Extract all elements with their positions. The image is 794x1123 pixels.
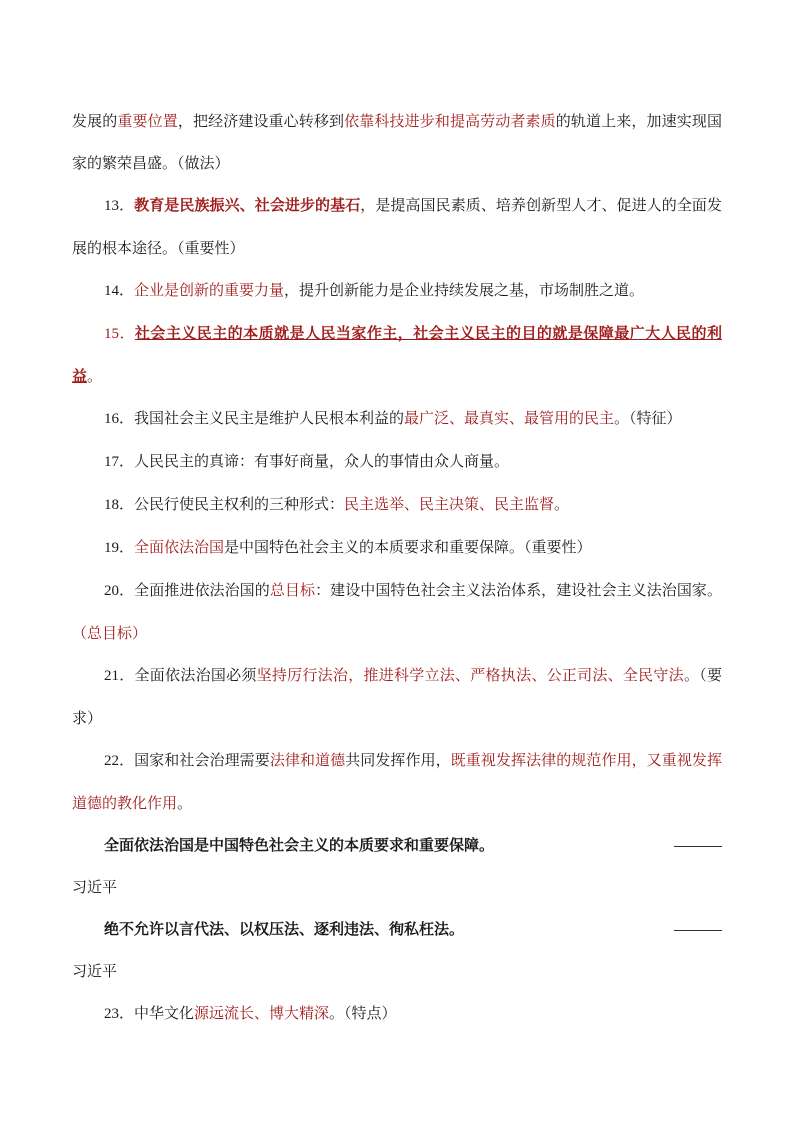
- quote-text: 绝不允许以言代法、以权压法、逐利违法、徇私枉法。: [104, 920, 465, 938]
- text: 共同发挥作用，: [345, 751, 451, 769]
- highlight-text: 总目标: [269, 581, 316, 599]
- highlight-text: 既重视发挥法律的规范作用，又重视发挥道德的教化作用: [72, 751, 722, 812]
- text: 中华文化: [134, 1004, 195, 1022]
- text: 我国社会主义民主是维护人民根本利益的: [134, 409, 405, 427]
- document-page: [72, 100, 722, 1035]
- highlight-text: 教育是民族振兴、社会进步的基石: [134, 196, 361, 214]
- text: 。（特点）: [329, 1004, 397, 1022]
- highlight-text: （总目标）: [72, 624, 148, 642]
- item-21: [72, 654, 722, 739]
- highlight-text: 民主选举、民主决策、民主监督: [344, 495, 555, 513]
- item-number: 14．: [104, 283, 135, 299]
- quote-2: [72, 908, 722, 950]
- item-17: [72, 440, 722, 483]
- paragraph-12-continued: [72, 100, 722, 184]
- text: 。: [177, 794, 193, 812]
- item-18: [72, 483, 722, 526]
- item-19: [72, 526, 722, 569]
- text: 国家和社会治理需要: [134, 751, 270, 769]
- quote-1-author: 习近平: [72, 878, 118, 896]
- quote-2-author: 习近平: [72, 962, 118, 980]
- highlight-text: 坚持厉行法治，推进科学立法、严格执法、公正司法、全民守法: [256, 666, 684, 684]
- quote-text: 全面依法治国是中国特色社会主义的本质要求和重要保障。: [104, 836, 495, 854]
- item-14: [72, 269, 722, 312]
- highlight-text: 全面依法治国: [134, 538, 225, 556]
- item-number: 15．: [104, 326, 135, 342]
- text: 人民民主的真谛：有事好商量，众人的事情由众人商量。: [134, 452, 510, 470]
- item-number: 22．: [104, 753, 135, 769]
- highlight-text: 企业是: [134, 281, 180, 299]
- item-number: 13．: [104, 198, 135, 214]
- item-number: 21．: [104, 668, 135, 684]
- text: 是中国特色社会主义的本质要求和重要保障。（重要性）: [224, 538, 592, 556]
- text: 全面依法治国必须: [134, 666, 257, 684]
- highlight-text: 源远流长、博大精深: [194, 1004, 330, 1022]
- item-number: 23．: [104, 1006, 135, 1022]
- item-22: [72, 739, 722, 824]
- item-15: [72, 312, 722, 397]
- quote-dash: [674, 930, 722, 931]
- highlight-text: 依靠科技进步和提高劳动者素质: [344, 112, 556, 130]
- text: ：建设中国特色社会主义法治体系，建设社会主义法治国家。: [315, 581, 722, 599]
- highlight-text: 法律和道德: [269, 751, 346, 769]
- item-number: 16．: [104, 411, 135, 427]
- item-20: [72, 569, 722, 654]
- text: 。: [554, 495, 570, 513]
- quote-dash: [674, 846, 722, 847]
- text: 的轨道上来，加速实现国家的繁荣昌盛。（做法）: [72, 112, 722, 172]
- highlight-text: 重要位置: [117, 112, 178, 130]
- text: 。: [87, 367, 103, 385]
- highlight-text: 创新的重要力量: [179, 281, 285, 299]
- text: ，把经济建设重心转移到: [177, 112, 345, 130]
- quote-1: [72, 824, 722, 866]
- text: 全面推进依法治国的: [134, 581, 270, 599]
- text: 。（特征）: [614, 409, 682, 427]
- item-number: 19．: [104, 540, 135, 556]
- item-23: [72, 992, 722, 1035]
- text: 公民行使民主权利的三种形式：: [134, 495, 345, 513]
- highlight-text: 社会主义民主的本质就是人民当家作主，社会主义民主的目的就是保障最广大人民的利益: [72, 324, 722, 385]
- item-16: [72, 397, 722, 440]
- text: ，提升创新能力是企业持续发展之基，市场制胜之道。: [284, 281, 645, 299]
- text: ，是提高国民素质、培养创新型人才、促进人的全面发展的根本途径。（重要性）: [72, 196, 722, 257]
- highlight-text: 最广泛、最真实、最管用的民主: [404, 409, 615, 427]
- item-number: 20．: [104, 583, 135, 599]
- item-number: 18．: [104, 497, 135, 513]
- text: 发展的: [72, 112, 118, 130]
- item-number: 17．: [104, 454, 135, 470]
- text: 。（要求）: [72, 666, 722, 727]
- item-13: [72, 184, 722, 269]
